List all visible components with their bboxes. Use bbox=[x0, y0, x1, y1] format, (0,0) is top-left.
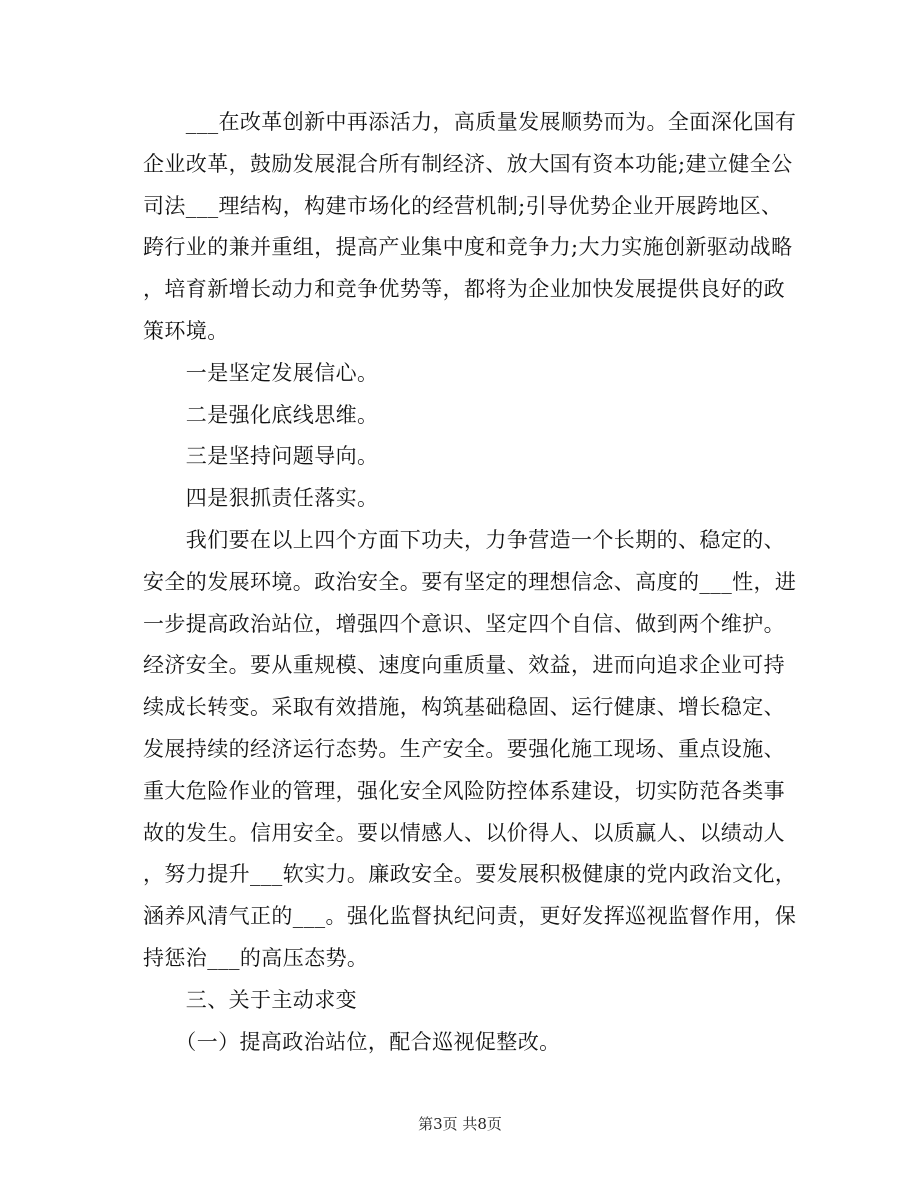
text-line: 企业改革，鼓励发展混合所有制经济、放大国有资本功能;建立健全公 bbox=[143, 151, 793, 176]
list-item: 一是坚定发展信心。 bbox=[143, 360, 379, 385]
text-line: 持惩治___的高压态势。 bbox=[143, 945, 369, 970]
text-line: 跨行业的兼并重组，提高产业集中度和竞争力;大力实施创新驱动战略 bbox=[143, 235, 793, 260]
list-item: 三是坚持问题导向。 bbox=[143, 444, 379, 469]
page-number: 第3页 共8页 bbox=[418, 1115, 502, 1133]
subsection-heading: （一）提高政治站位，配合巡视促整改。 bbox=[143, 1029, 561, 1054]
text-line: 涵养风清气正的___。强化监督执纪问责，更好发挥巡视监督作用，保 bbox=[143, 904, 797, 929]
text-line: ，努力提升___软实力。廉政安全。要发展积极健康的党内政治文化， bbox=[143, 862, 797, 887]
text-line: 故的发生。信用安全。要以情感人、以价得人、以质赢人、以绩动人 bbox=[143, 820, 785, 845]
text-line: 一步提高政治站位，增强四个意识、坚定四个自信、做到两个维护。 bbox=[143, 611, 785, 636]
text-line: 重大危险作业的管理，强化安全风险防控体系建设，切实防范各类事 bbox=[143, 778, 785, 803]
text-line: 发展持续的经济运行态势。生产安全。要强化施工现场、重点设施、 bbox=[143, 736, 785, 761]
text-line: 续成长转变。采取有效措施，构筑基础稳固、运行健康、增长稳定、 bbox=[143, 695, 785, 720]
section-heading: 三、关于主动求变 bbox=[143, 987, 357, 1012]
text-line: 安全的发展环境。政治安全。要有坚定的理想信念、高度的___性，进 bbox=[143, 569, 797, 594]
text-line: ，培育新增长动力和竞争优势等，都将为企业加快发展提供良好的政 bbox=[143, 277, 785, 302]
text-line: 我们要在以上四个方面下功夫，力争营造一个长期的、稳定的、 bbox=[143, 527, 785, 552]
text-line: ___在改革创新中再添活力，高质量发展顺势而为。全面深化国有 bbox=[143, 110, 797, 134]
list-item: 四是狠抓责任落实。 bbox=[143, 486, 379, 511]
text-line: 司法___理结构，构建市场化的经营机制;引导优势企业开展跨地区、 bbox=[143, 193, 783, 218]
list-item: 二是强化底线思维。 bbox=[143, 402, 379, 427]
document-body bbox=[143, 102, 797, 1063]
text-line: 经济安全。要从重规模、速度向重质量、效益，进而向追求企业可持 bbox=[143, 653, 785, 678]
text-line: 策环境。 bbox=[143, 318, 229, 343]
